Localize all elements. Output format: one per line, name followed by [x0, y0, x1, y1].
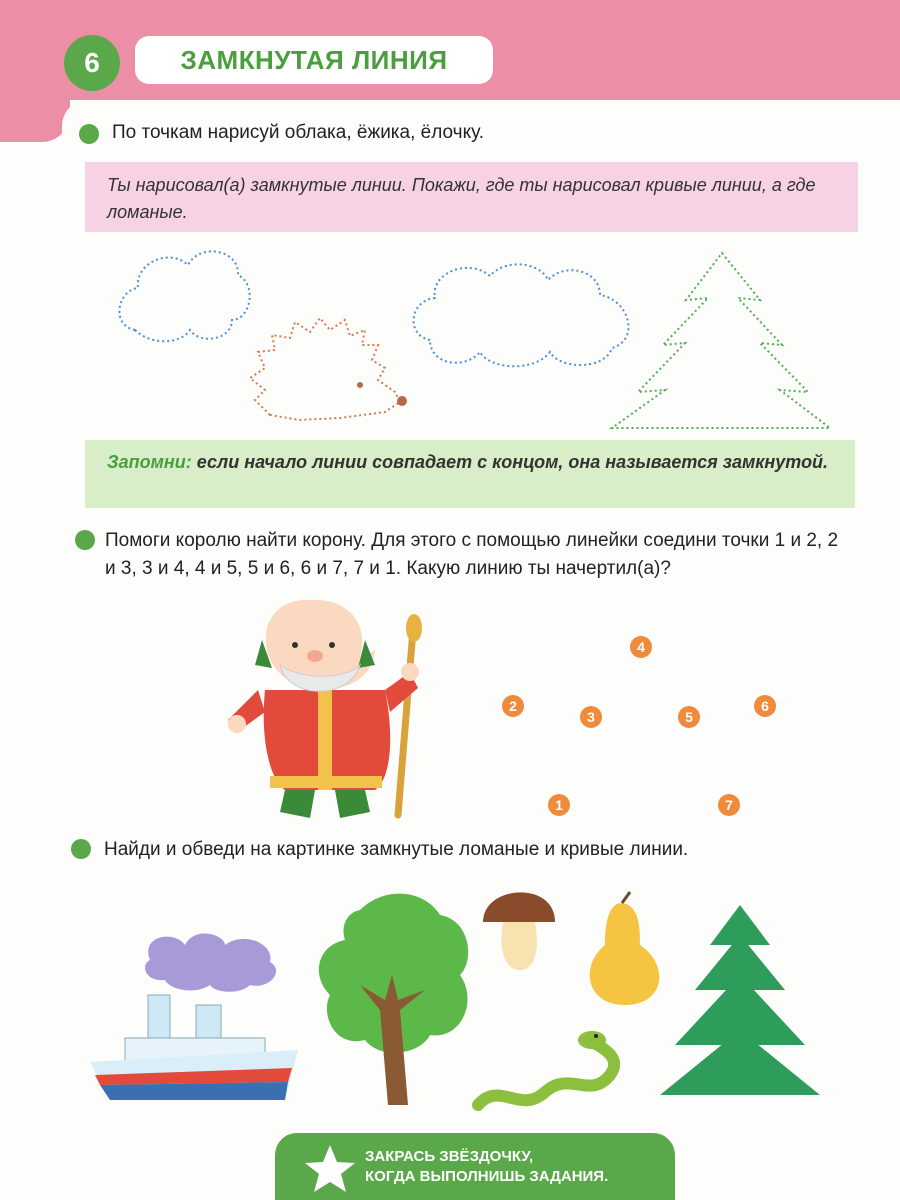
king-illustration [228, 600, 422, 818]
point-6: 6 [754, 695, 776, 717]
hint-text: Ты нарисовал(а) замкнутые линии. Покажи, где ты нарисовал кривые линии, а где ломаные. [107, 175, 816, 222]
banner-text [365, 1147, 608, 1187]
pear-illustration [590, 892, 660, 1005]
page-title: ЗАМКНУТАЯ ЛИНИЯ [135, 36, 493, 84]
lesson-number: 6 [64, 35, 120, 91]
fir-tree-illustration [660, 905, 820, 1095]
point-1: 1 [548, 794, 570, 816]
banner-line-1: ЗАКРАСЬ ЗВЁЗДОЧКУ, [365, 1148, 534, 1165]
point-2: 2 [502, 695, 524, 717]
task2-bullet [75, 530, 95, 550]
task3-bullet [71, 839, 91, 859]
steamship-illustration [90, 933, 298, 1100]
point-4: 4 [630, 636, 652, 658]
hedgehog-eye [357, 382, 363, 388]
tree-illustration [319, 894, 468, 1105]
completion-banner [275, 1133, 675, 1200]
hedgehog-outline [250, 318, 400, 420]
mushroom-illustration [483, 892, 555, 970]
snake-illustration [478, 1031, 614, 1105]
cloud-outline-big [414, 264, 629, 366]
task3-text: Найди и обведи на картинке замкнутые ломаные и кривые линии. [104, 839, 689, 860]
rule-label: Запомни: [107, 452, 192, 472]
point-3: 3 [580, 706, 602, 728]
point-5: 5 [678, 706, 700, 728]
point-7: 7 [718, 794, 740, 816]
task1-text: По точкам нарисуй облака, ёжика, ёлочку. [112, 122, 484, 143]
fir-outline [612, 253, 830, 428]
task2-text: Помоги королю найти корону. Для этого с помощью линейки соедини точки 1 и 2, 2 и 3, 3 и 4, 4 и 5, 5 и 6, 6 и 7, 7 и 1. Какую линию ты начертил(а)? [105, 530, 839, 579]
hedgehog-nose [397, 396, 407, 406]
banner-line-2: КОГДА ВЫПОЛНИШЬ ЗАДАНИЯ. [365, 1168, 609, 1185]
rule-body: если начало линии совпадает с концом, она называется замкнутой. [196, 452, 829, 472]
cloud-outline-small [119, 251, 249, 341]
rule-text [107, 449, 837, 476]
rule-box [85, 440, 855, 508]
